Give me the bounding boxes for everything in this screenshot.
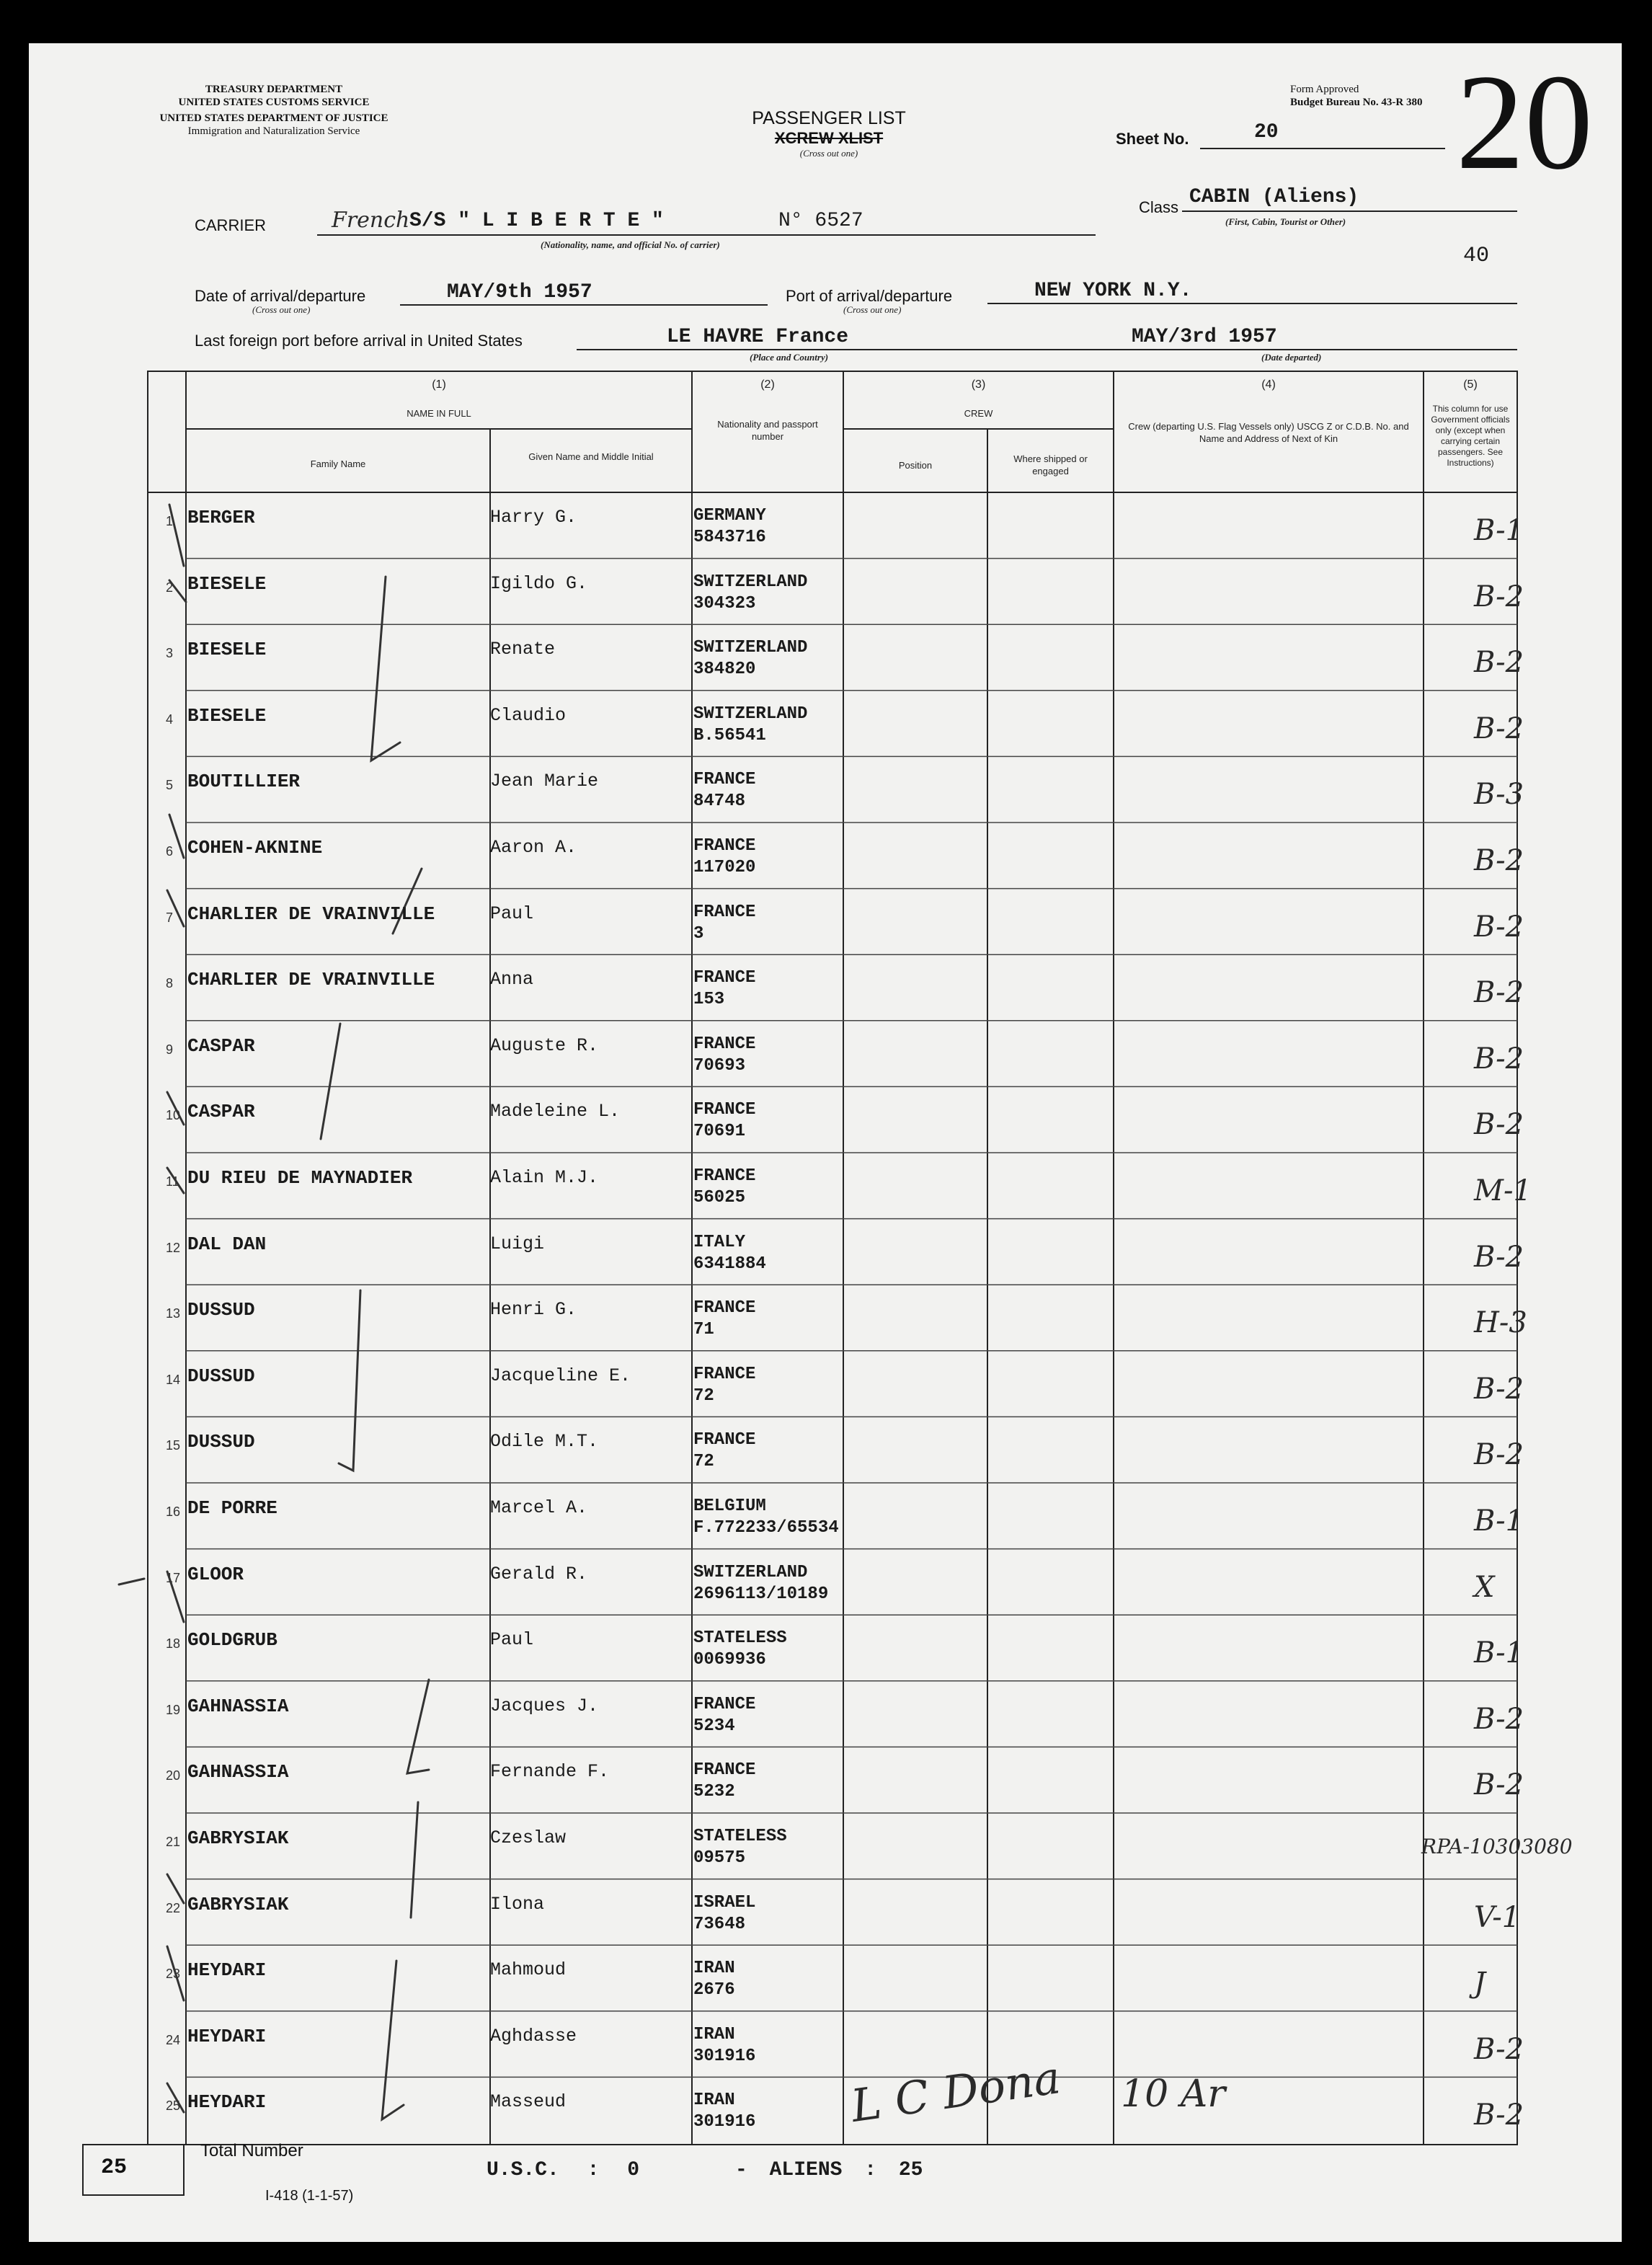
carrier-handwritten: French [332, 208, 410, 233]
nationality: ISRAEL [693, 1892, 756, 1912]
family-name: DUSSUD [187, 1365, 255, 1387]
sheet-big-number: 20 [1456, 47, 1593, 198]
nationality: FRANCE [693, 1166, 756, 1186]
nationality: FRANCE [693, 1034, 756, 1054]
nationality: SWITZERLAND [693, 638, 808, 658]
col-family-name: Family Name [310, 458, 366, 469]
official-code: B-2 [1474, 1240, 1524, 1274]
family-name: BOUTILLIER [187, 771, 301, 793]
family-name: GAHNASSIA [187, 1761, 289, 1783]
passport-number: 56025 [693, 1188, 746, 1207]
col-position: Position [898, 460, 933, 471]
family-name: DE PORRE [187, 1497, 277, 1519]
last-port-note: (Place and Country) [750, 352, 829, 363]
given-name: Czeslaw [490, 1827, 567, 1848]
passport-number: 301916 [693, 2112, 756, 2132]
row-number: 9 [166, 1042, 174, 1057]
last-port-label: Last foreign port before arrival in United States [195, 332, 523, 350]
aliens-count: - ALIENS : 25 [735, 2159, 923, 2181]
nationality: FRANCE [693, 770, 756, 790]
family-name: GAHNASSIA [187, 1695, 289, 1717]
form-title-note: (Cross out one) [799, 148, 858, 159]
family-name: GABRYSIAK [187, 1827, 289, 1849]
given-name: Ilona [490, 1893, 545, 1915]
given-name: Aghdasse [490, 2025, 577, 2047]
total-box-value: 25 [101, 2155, 128, 2180]
row-number: 23 [166, 1967, 181, 1982]
col-1-title: NAME IN FULL [407, 408, 471, 419]
row-number: 18 [166, 1636, 181, 1652]
row-number: 21 [166, 1835, 181, 1849]
passport-number: 5232 [693, 1782, 735, 1802]
official-code: B-3 [1474, 778, 1524, 812]
uscg-count: U.S.C. : 0 [487, 2159, 640, 2181]
family-name: BERGER [187, 507, 255, 528]
col-where-shipped: Where shipped or engaged [1013, 453, 1088, 477]
family-name: DUSSUD [187, 1431, 255, 1453]
col-1-number: (1) [432, 378, 446, 391]
family-name: CASPAR [187, 1101, 255, 1123]
passport-number: B.56541 [693, 725, 766, 745]
official-code: V-1 [1474, 1900, 1521, 1934]
given-name: Gerald R. [490, 1563, 588, 1584]
port-label: Port of arrival/departure [786, 287, 953, 305]
given-name: Renate [490, 639, 556, 660]
sheet-no-value: 20 [1254, 121, 1279, 143]
form-approved-line-2: Budget Bureau No. 43-R 380 [1290, 97, 1423, 108]
given-name: Madeleine L. [490, 1101, 621, 1122]
family-name: HEYDARI [187, 2091, 267, 2114]
nationality: FRANCE [693, 902, 756, 922]
passport-number: 384820 [693, 660, 756, 680]
passport-number: 09575 [693, 1848, 746, 1868]
col-given-name: Given Name and Middle Initial [528, 451, 654, 462]
row-number: 7 [166, 910, 174, 925]
official-code: B-2 [1474, 646, 1524, 680]
family-name: COHEN-AKNINE [187, 837, 323, 859]
given-name: Jacqueline E. [490, 1365, 631, 1386]
row-number: 8 [166, 976, 174, 991]
official-code: B-1 [1474, 514, 1524, 547]
carrier-note: (Nationality, name, and official No. of carrier) [541, 239, 720, 250]
official-code: B-2 [1474, 1042, 1524, 1076]
official-code: X [1474, 1570, 1495, 1604]
last-port-date: MAY/3rd 1957 [1132, 326, 1277, 348]
nationality: SWITZERLAND [693, 572, 808, 592]
given-name: Masseud [490, 2091, 567, 2113]
family-name: GABRYSIAK [187, 1893, 289, 1915]
family-name: BIESELE [187, 639, 267, 661]
passport-number: 117020 [693, 858, 756, 877]
passport-number: 5843716 [693, 528, 766, 547]
nationality: FRANCE [693, 836, 756, 856]
family-name: DU RIEU DE MAYNADIER [187, 1167, 413, 1189]
passport-number: 3 [693, 923, 704, 944]
official-code: B-2 [1474, 976, 1524, 1010]
nationality: FRANCE [693, 1364, 756, 1384]
given-name: Jacques J. [490, 1695, 599, 1716]
nationality: ITALY [693, 1232, 746, 1252]
nationality: SWITZERLAND [693, 704, 808, 724]
last-port-value: LE HAVRE France [667, 326, 849, 348]
given-name: Luigi [490, 1233, 545, 1254]
given-name: Henri G. [490, 1299, 577, 1321]
given-name: Paul [490, 903, 534, 924]
arrival-date: MAY/9th 1957 [447, 281, 592, 303]
family-name: GLOOR [187, 1563, 244, 1585]
nationality: FRANCE [693, 1694, 756, 1714]
official-code: B-2 [1474, 910, 1524, 944]
nationality: FRANCE [693, 1430, 756, 1450]
family-name: DAL DAN [187, 1233, 267, 1255]
row-number: 1 [166, 514, 174, 528]
passport-number: 301916 [693, 2046, 756, 2066]
row-number: 19 [166, 1702, 181, 1717]
family-name: CASPAR [187, 1034, 255, 1057]
col-crew-departing: Crew (departing U.S. Flag Vessels only) USCG Z or C.D.B. No. and Name and Address of Next of Kin [1128, 421, 1409, 444]
row-number: 6 [166, 844, 174, 859]
col-officials: This column for use Government officials only (except when carrying certain passengers. See Instructions) [1431, 404, 1510, 468]
nationality: GERMANY [693, 506, 766, 526]
official-code: RPA-10303080 [1421, 1835, 1573, 1858]
signature-note: 10 Ar [1121, 2073, 1226, 2116]
form-code: I-418 (1-1-57) [265, 2188, 354, 2204]
given-name: Fernande F. [490, 1761, 610, 1783]
official-code: B-1 [1474, 1504, 1524, 1538]
family-name: GOLDGRUB [187, 1629, 277, 1652]
passport-number: 72 [693, 1386, 714, 1406]
sheet-no-label: Sheet No. [1116, 130, 1189, 148]
nationality: IRAN [693, 2091, 735, 2111]
official-code: B-2 [1474, 712, 1524, 745]
form-approved-line-1: Form Approved [1290, 84, 1359, 95]
family-name: DUSSUD [187, 1299, 255, 1321]
row-number: 16 [166, 1504, 181, 1519]
signature: L C Dona [848, 2051, 1064, 2132]
row-number: 11 [166, 1174, 179, 1189]
arrival-note: (Cross out one) [252, 304, 311, 315]
nationality: FRANCE [693, 968, 756, 988]
official-code: B-2 [1474, 2098, 1524, 2132]
row-number: 24 [166, 2032, 181, 2047]
given-name: Auguste R. [490, 1034, 599, 1056]
given-name: Jean Marie [490, 771, 599, 792]
row-number: 4 [166, 712, 174, 727]
passport-number: 70693 [693, 1055, 746, 1076]
passport-number: F.772233/65534 [693, 1518, 839, 1538]
passport-number: 2676 [693, 1980, 735, 2000]
form-title-main: PASSENGER LIST [752, 108, 906, 128]
passport-number: 70691 [693, 1122, 746, 1142]
row-number: 3 [166, 646, 174, 661]
col-3-number: (3) [971, 378, 986, 391]
family-name: HEYDARI [187, 2025, 267, 2047]
row-number: 2 [166, 580, 174, 595]
given-name: Harry G. [490, 507, 577, 528]
passport-number: 5234 [693, 1716, 735, 1736]
passport-number: 153 [693, 990, 725, 1010]
family-name: BIESELE [187, 704, 267, 727]
row-number: 25 [166, 2098, 181, 2114]
carrier-label: CARRIER [195, 216, 267, 234]
family-name: CHARLIER DE VRAINVILLE [187, 903, 435, 925]
official-code: B-2 [1474, 2032, 1524, 2066]
carrier-vessel: S/S " L I B E R T E " [409, 210, 664, 232]
passport-number: 71 [693, 1320, 714, 1340]
given-name: Paul [490, 1629, 534, 1651]
row-number: 20 [166, 1768, 181, 1783]
col-crew: CREW [964, 408, 993, 419]
agency-line-3: UNITED STATES DEPARTMENT OF JUSTICE [159, 112, 388, 124]
row-number: 12 [166, 1240, 181, 1255]
given-name: Anna [490, 969, 534, 990]
col-nationality: Nationality and passport number [717, 419, 818, 442]
passport-number: 84748 [693, 792, 746, 812]
carrier-number: N° 6527 [778, 210, 863, 232]
official-code: B-2 [1474, 1108, 1524, 1142]
row-number: 22 [166, 1900, 181, 1915]
nationality: FRANCE [693, 1298, 756, 1318]
col-5-number: (5) [1463, 378, 1478, 391]
form-title-sub: XCREW XLIST [774, 129, 884, 147]
passport-number: 6341884 [693, 1254, 766, 1274]
col-2-number: (2) [760, 378, 775, 391]
official-code: J [1474, 1967, 1486, 2000]
official-code: M-1 [1474, 1174, 1532, 1207]
row-number: 14 [166, 1372, 181, 1387]
row-number: 13 [166, 1306, 181, 1321]
nationality: SWITZERLAND [693, 1562, 808, 1582]
official-code: B-2 [1474, 1438, 1524, 1472]
agency-line-1: TREASURY DEPARTMENT [205, 84, 343, 95]
official-code: B-2 [1474, 1372, 1524, 1406]
official-code: B-2 [1474, 844, 1524, 877]
col-4-number: (4) [1261, 378, 1276, 391]
official-code: B-2 [1474, 1702, 1524, 1736]
class-label: Class [1139, 198, 1179, 216]
passport-number: 2696113/10189 [693, 1584, 829, 1604]
total-number-label: Total Number [200, 2141, 303, 2160]
given-name: Marcel A. [490, 1497, 588, 1518]
passport-number: 0069936 [693, 1650, 766, 1670]
official-code: H-3 [1474, 1306, 1527, 1340]
port-value: NEW YORK N.Y. [1034, 280, 1192, 302]
class-value: CABIN (Aliens) [1189, 186, 1359, 208]
row-number: 17 [166, 1570, 181, 1585]
port-note: (Cross out one) [843, 304, 902, 315]
row-number: 15 [166, 1438, 181, 1453]
nationality: FRANCE [693, 1100, 756, 1120]
agency-line-4: Immigration and Naturalization Service [187, 125, 360, 137]
official-code: B-1 [1474, 1636, 1524, 1670]
arrival-label: Date of arrival/departure [195, 287, 366, 305]
passport-number: 304323 [693, 593, 756, 613]
nationality: FRANCE [693, 1760, 756, 1781]
family-name: CHARLIER DE VRAINVILLE [187, 969, 435, 991]
class-note: (First, Cabin, Tourist or Other) [1225, 216, 1346, 227]
given-name: Odile M.T. [490, 1431, 599, 1453]
nationality: BELGIUM [693, 1497, 766, 1516]
row-number: 5 [166, 778, 174, 793]
given-name: Igildo G. [490, 572, 588, 594]
nationality: IRAN [693, 2024, 735, 2044]
given-name: Alain M.J. [490, 1167, 599, 1188]
passport-number: 72 [693, 1452, 714, 1472]
given-name: Claudio [490, 704, 567, 726]
official-code: B-2 [1474, 1768, 1524, 1802]
row-number: 10 [166, 1108, 181, 1123]
nationality: IRAN [693, 1959, 735, 1979]
given-name: Mahmoud [490, 1959, 567, 1981]
family-name: BIESELE [187, 572, 267, 595]
official-code: B-2 [1474, 580, 1524, 613]
agency-line-2: UNITED STATES CUSTOMS SERVICE [178, 97, 370, 108]
family-name: HEYDARI [187, 1959, 267, 1982]
nationality: STATELESS [693, 1628, 787, 1649]
nationality: STATELESS [693, 1827, 787, 1846]
last-port-date-note: (Date departed) [1261, 352, 1322, 363]
class-extra: 40 [1463, 244, 1490, 268]
passport-number: 73648 [693, 1914, 746, 1934]
given-name: Aaron A. [490, 837, 577, 858]
